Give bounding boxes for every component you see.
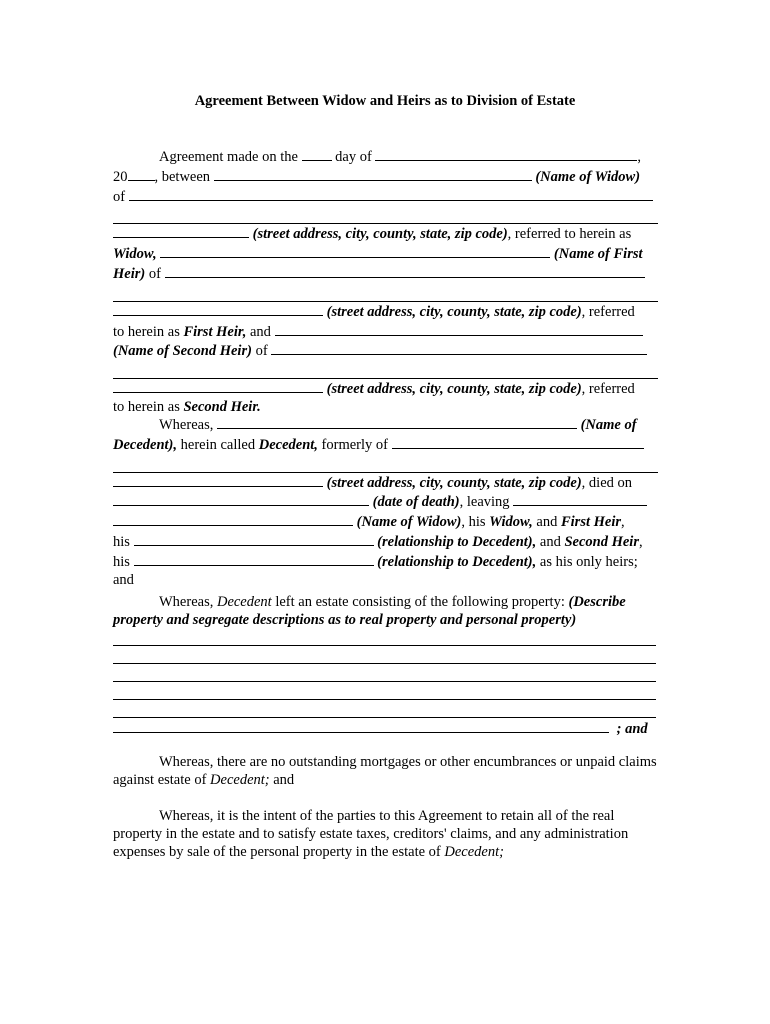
label: Decedent [216, 594, 272, 610]
text: , his [461, 514, 486, 531]
second-heir-address-blank-2[interactable] [113, 379, 323, 393]
label: (street address, city, county, state, zip code) [252, 226, 508, 243]
text: his [113, 553, 130, 570]
text: , referred [581, 303, 635, 320]
label: (relationship to Decedent), [377, 553, 537, 570]
property-line[interactable] [113, 717, 656, 718]
text: and [249, 323, 271, 340]
property-line[interactable] [113, 681, 656, 682]
text: to herein as [113, 323, 180, 340]
year-blank[interactable] [128, 167, 155, 181]
label: Decedent, [258, 436, 318, 453]
decedent-name-blank[interactable] [217, 415, 577, 429]
text: of [113, 188, 126, 205]
text: , referred to herein as [507, 226, 632, 243]
decedent-address-blank[interactable] [392, 435, 644, 449]
widow-address-blank-2[interactable] [113, 224, 249, 238]
decedent-address-line[interactable] [113, 455, 658, 473]
paragraph-encumbrances [113, 754, 658, 790]
text: and [113, 571, 134, 588]
label: First Heir, [183, 323, 247, 340]
text: herein called [180, 436, 256, 453]
text: and [273, 771, 295, 788]
widow-name-blank-3[interactable] [113, 512, 353, 526]
text: , [637, 149, 642, 165]
property-line[interactable] [113, 663, 656, 664]
property-line-last[interactable] [113, 719, 609, 733]
label: (street address, city, county, state, zip code) [326, 381, 582, 398]
label: (date of death) [372, 494, 460, 511]
text: formerly of [321, 436, 388, 453]
label: (street address, city, county, state, zip code) [326, 303, 582, 320]
label: First Heir [560, 514, 622, 531]
property-last-line [113, 719, 658, 739]
text: and [536, 514, 558, 531]
text: as his only heirs; [539, 553, 638, 570]
text: , died on [581, 474, 633, 491]
widow-address-blank[interactable] [129, 187, 653, 201]
paragraph-intent [113, 808, 658, 861]
second-heir-name-blank[interactable] [275, 322, 643, 336]
text: , leaving [459, 494, 510, 511]
paragraph-property [113, 594, 658, 630]
label: Decedent; [444, 843, 504, 860]
label: Widow, [489, 514, 533, 531]
label: Widow, [113, 246, 157, 263]
text: Whereas, it is the intent of the parties to this Agreement to retain all of the real property in the estate and to satisfy estate taxes, creditors' claims, and any administration expenses by sale of the personal property in the estate of [113, 808, 629, 860]
text: Whereas, there are no outstanding mortgages or other encumbrances or unpaid claims against estate of [113, 754, 657, 788]
label: Second Heir. [183, 398, 261, 415]
widow-address-line[interactable] [113, 206, 658, 224]
text: to herein as [113, 398, 180, 415]
month-blank[interactable] [375, 147, 637, 161]
label: (street address, city, county, state, zip code) [326, 474, 582, 491]
text: Agreement made on the [159, 149, 298, 165]
second-heir-address-line[interactable] [113, 361, 658, 379]
paragraph-parties [113, 147, 658, 417]
label: Second Heir [564, 533, 639, 550]
label: (Name of Decedent), [113, 417, 637, 453]
first-heir-name-blank[interactable] [160, 244, 550, 258]
text: day of [335, 149, 372, 165]
label: (Name of Widow) [356, 514, 462, 531]
day-blank[interactable] [302, 147, 332, 161]
date-of-death-blank[interactable] [113, 492, 369, 506]
first-heir-address-blank-2[interactable] [113, 302, 323, 316]
text: left an estate consisting of the following property: [275, 594, 565, 610]
second-heir-address-blank[interactable] [271, 341, 647, 355]
text: Whereas, [159, 417, 214, 433]
first-heir-address-line[interactable] [113, 284, 658, 302]
property-line[interactable] [113, 699, 656, 700]
relationship-blank-2[interactable] [134, 552, 374, 566]
document-title: Agreement Between Widow and Heirs as to Division of Estate [194, 93, 576, 109]
label: (Name of First Heir) [113, 246, 643, 282]
label: Decedent; [210, 771, 270, 788]
decedent-address-blank-2[interactable] [113, 473, 323, 487]
text: ; and [616, 721, 648, 737]
text: , between [154, 168, 211, 185]
text: his [113, 533, 130, 550]
relationship-blank-1[interactable] [134, 532, 374, 546]
text: , [621, 514, 625, 531]
text: of [148, 265, 161, 282]
property-line[interactable] [113, 645, 656, 646]
text: 20 [113, 168, 128, 185]
text: , [638, 533, 643, 550]
widow-name-blank-2[interactable] [513, 492, 647, 506]
label: (Describe property and segregate descriptions as to real property and personal property) [113, 594, 626, 628]
label: (relationship to Decedent), [377, 533, 537, 550]
label: (Name of Widow) [535, 168, 641, 185]
label: (Name of Second Heir) [113, 343, 252, 360]
text: , referred [581, 381, 635, 398]
text: and [539, 533, 561, 550]
first-heir-address-blank[interactable] [165, 264, 645, 278]
text: of [255, 343, 268, 360]
widow-name-blank[interactable] [214, 167, 532, 181]
paragraph-decedent [113, 415, 658, 589]
text: Whereas, [159, 594, 214, 610]
